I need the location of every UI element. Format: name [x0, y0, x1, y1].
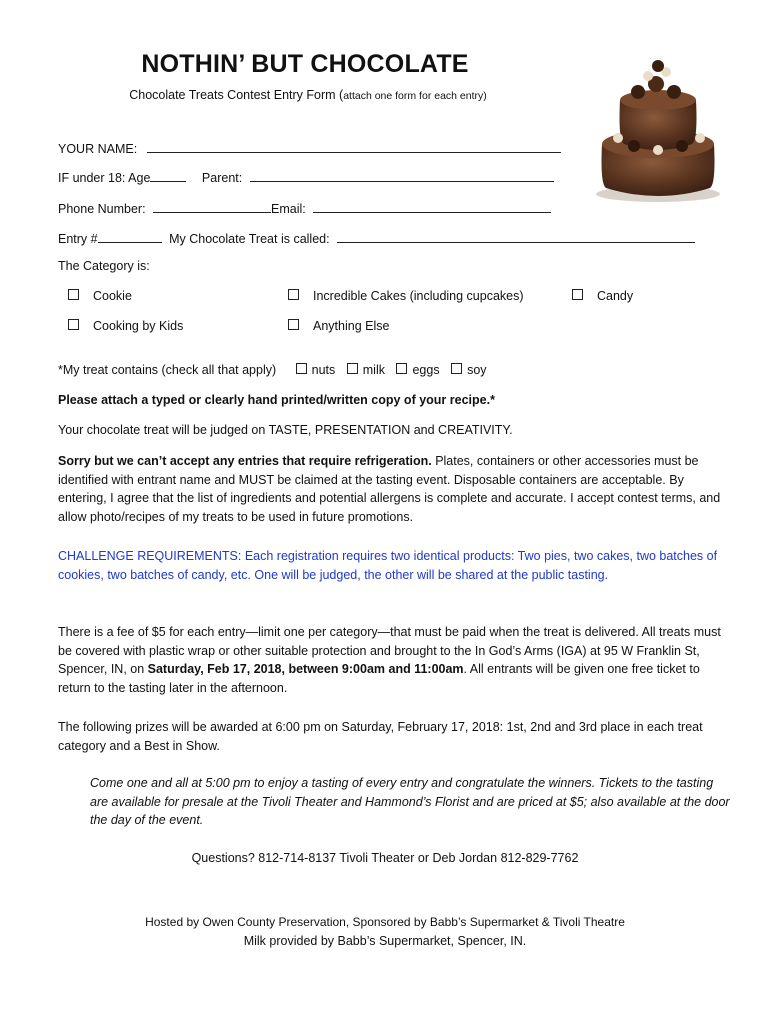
email-input[interactable]: [313, 198, 551, 213]
allergens-row: [58, 363, 487, 377]
entry-row: [58, 228, 695, 246]
attach-recipe-note: Please attach a typed or clearly hand printed/written copy of your recipe.*: [58, 393, 495, 407]
entry-label: Entry #: [58, 232, 98, 246]
allergen-eggs[interactable]: eggs: [396, 363, 439, 377]
category-candy[interactable]: Candy: [572, 289, 633, 303]
judging-note: Your chocolate treat will be judged on TASTE, PRESENTATION and CREATIVITY.: [58, 423, 513, 437]
category-cookie[interactable]: Cookie: [68, 289, 132, 303]
questions-line: Questions? 812-714-8137 Tivoli Theater or Deb Jordan 812-829-7762: [191, 851, 579, 865]
your-name-label: YOUR NAME:: [58, 142, 138, 156]
checkbox-icon[interactable]: [288, 289, 299, 300]
subtitle-note: attach one form for each entry): [343, 90, 487, 102]
allergen-soy[interactable]: soy: [451, 363, 486, 377]
footer-milk-provided: Milk provided by Babb’s Supermarket, Spencer, IN.: [243, 934, 527, 948]
phone-label: Phone Number:: [58, 202, 146, 216]
refrigeration-paragraph: Sorry but we can’t accept any entries that require refrigeration. Plates, containers or other accessories must be identified with entrant name and MUST be claimed at the tasting event. Disposable containers are acceptable. By entering, I agree that the list of ingredients and potential allergens is complete and accurate. I accept contest terms, and allow photo/recipes of my treats to be used in future promotions.: [58, 454, 721, 525]
checkbox-icon[interactable]: [296, 363, 307, 374]
treat-name-label: My Chocolate Treat is called:: [169, 232, 330, 246]
page-title: NOTHIN’ BUT CHOCOLATE: [141, 50, 469, 78]
checkbox-icon[interactable]: [68, 289, 79, 300]
challenge-requirements: CHALLENGE REQUIREMENTS: Each registration requires two identical products: Two pies, two cakes, two batches of cookies, two batches of candy, etc. One will be judged, the other will be shared at the public tasting.: [58, 549, 718, 582]
parent-input[interactable]: [250, 167, 554, 182]
chocolate-cake-image: [590, 48, 726, 204]
your-name-row: [58, 138, 561, 156]
fee-paragraph: There is a fee of $5 for each entry—limit one per category—that must be paid when the treat is delivered. All treats must be covered with plastic wrap or other suitable protection and brought to the In God’s Arms (IGA) at 95 W Franklin St, Spencer, IN, on Saturday, Feb 17, 2018, between 9:00am and 11:00am. All entrants will be given one free ticket to return to the tasting later in the afternoon.: [58, 625, 721, 696]
category-cooking-by-kids[interactable]: Cooking by Kids: [68, 319, 183, 333]
parent-label: Parent:: [201, 171, 243, 185]
page-subtitle: Chocolate Treats Contest Entry Form (attach one form for each entry): [129, 88, 487, 102]
entry-number-input[interactable]: [98, 228, 162, 243]
category-label: The Category is:: [58, 259, 150, 273]
checkbox-icon[interactable]: [288, 319, 299, 330]
age-parent-row: [58, 167, 554, 185]
phone-email-row: [58, 198, 551, 216]
allergens-label: *My treat contains (check all that apply): [58, 363, 277, 377]
phone-input[interactable]: [153, 198, 271, 213]
tasting-paragraph: Come one and all at 5:00 pm to enjoy a tasting of every entry and congratulate the winners. Tickets to the tasting are available for presale at the Tivoli Theater and Hammond’s Florist and are priced at $5; also available at the door the day of the event.: [90, 776, 730, 828]
checkbox-icon[interactable]: [572, 289, 583, 300]
category-anything-else[interactable]: Anything Else: [288, 319, 389, 333]
treat-name-input[interactable]: [337, 228, 695, 243]
your-name-input[interactable]: [147, 138, 561, 153]
allergen-nuts[interactable]: nuts: [296, 363, 336, 377]
email-label: Email:: [271, 202, 306, 216]
footer-hosted-by: Hosted by Owen County Preservation, Sponsored by Babb’s Supermarket & Tivoli Theatre: [145, 915, 625, 929]
allergen-milk[interactable]: milk: [347, 363, 385, 377]
checkbox-icon[interactable]: [396, 363, 407, 374]
age-input[interactable]: [150, 167, 186, 182]
prizes-paragraph: The following prizes will be awarded at 6:00 pm on Saturday, February 17, 2018: 1st, 2nd and 3rd place in each treat category and a Best in Show.: [58, 720, 703, 753]
checkbox-icon[interactable]: [451, 363, 462, 374]
checkbox-icon[interactable]: [68, 319, 79, 330]
age-label: IF under 18: Age: [58, 171, 151, 185]
category-cakes[interactable]: Incredible Cakes (including cupcakes): [288, 289, 524, 303]
checkbox-icon[interactable]: [347, 363, 358, 374]
